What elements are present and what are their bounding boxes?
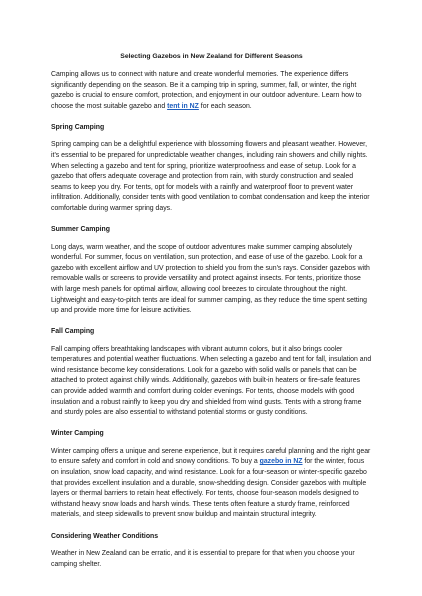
section-body-summer: Long days, warm weather, and the scope of outdoor adventures make summer camping absolutely wonderful. For summer, focus on ventilation, sun protection, and ease of use of the gazebo. Look for a gazebo with excellent airflow and UV protection to shield you from the sun's rays. Consider gazebos with removable walls or screens to provide versatility and protect against insects. For tents, prioritize those with large mesh panels for optimal airflow, allowing cool breezes to circulate throughout the night. Lightweight and easy-to-pitch tents are ideal for summer camping, as they reduce the time spent setting up and provide more time for leisure activities. <box>51 243 370 315</box>
intro-paragraph <box>51 70 372 112</box>
section-heading-spring: Spring Camping <box>51 123 105 131</box>
intro-text: Camping allows us to connect with nature and create wonderful memories. The experience differs significantly depending on the season. Be it a camping trip in spring, summer, fall, or winter, the right gazebo is crucial to ensure comfort, protection, and enjoyment in our outdoor adventure. Learn how to choose the most suitable gazebo and <box>51 71 362 110</box>
section-heading-winter: Winter Camping <box>51 430 104 438</box>
gazebo-in-nz-link[interactable]: gazebo in NZ <box>259 458 303 466</box>
winter-text: Winter camping offers a unique and serene experience, but it requires careful planning and the right gear to ensure safety and comfort in cold and snowy conditions. To buy a <box>51 447 371 466</box>
intro-text-end: for each season. <box>198 102 252 110</box>
section-body-weather: Weather in New Zealand can be erratic, and it is essential to prepare for that when you choose your camping shelter. <box>51 550 355 568</box>
section-body-winter <box>51 447 372 521</box>
document-title: Selecting Gazebos in New Zealand for Different Seasons <box>120 53 303 60</box>
section-heading-weather: Considering Weather Conditions <box>51 532 159 540</box>
section-body-fall: Fall camping offers breathtaking landscapes with vibrant autumn colors, but it also brings cooler temperatures and potential weather fluctuations. When selecting a gazebo and tent for fall, insulation and wind resistance become key considerations. Look for a gazebo with solid walls or panels that can be attached to protect against chilly winds. Additionally, gazebos with built-in heaters or fire-safe features can provide added warmth and comfort during colder evenings. For tents, choose models with good insulation and a robust rainfly to keep you dry and shielded from wind gusts. Tents with a strong frame and sturdy poles are also essential to withstand potential storms or gusty conditions. <box>51 345 372 417</box>
tent-in-nz-link[interactable]: tent in NZ <box>167 102 199 110</box>
section-heading-summer: Summer Camping <box>51 226 110 234</box>
section-body-spring: Spring camping can be a delightful experience with blossoming flowers and pleasant weather. However, it's essential to be prepared for unpredictable weather changes, including rain showers and chilly nights. When selecting a gazebo and tent for spring, prioritize waterproofness and ease of setup. Look for a gazebo that offers adequate coverage and protection from rain, with sturdy construction and sealed seams to keep you dry. For tents, opt for models with a rainfly and waterproof floor to prevent water infiltration. Additionally, consider tents with good ventilation to combat condensation and keep the interior comfortable during warmer spring days. <box>51 141 370 212</box>
section-heading-fall: Fall Camping <box>51 328 95 336</box>
winter-text-end: for the winter, focus on insulation, snow load capacity, and wind resistance. Look for a four-season or winter-specific gazebo that provides excellent insulation and a durable, snow-shedding design. Consider gazebos with multiple layers or thermal barriers to retain heat effectively. For tents, choose four-season models designed to withstand heavy snow loads and harsh winds. These tents often feature a sturdy frame, reinforced materials, and steep sidewalls to prevent snow buildup and maintain structural integrity. <box>51 458 367 519</box>
